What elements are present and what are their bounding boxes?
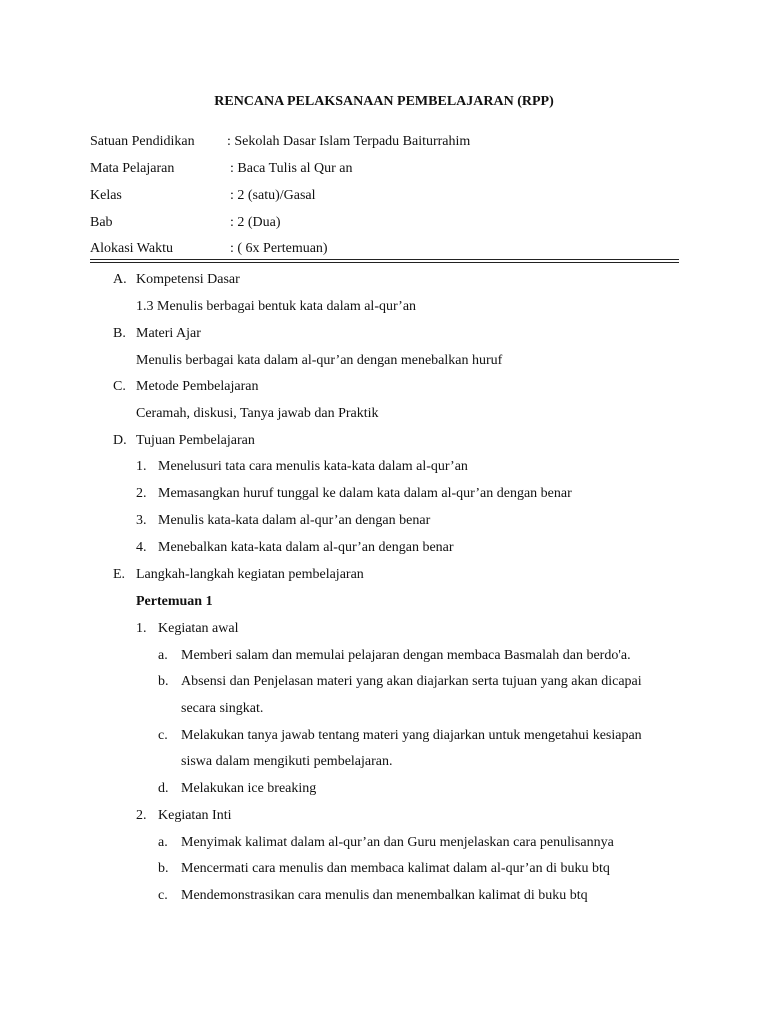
field-label: Alokasi Waktu	[90, 241, 173, 256]
list-letter: a.	[158, 648, 168, 663]
divider-line	[90, 259, 679, 260]
section-heading: Materi Ajar	[136, 326, 201, 341]
list-letter: b.	[158, 674, 169, 689]
list-number: 3.	[136, 513, 147, 528]
field-value: : 2 (satu)/Gasal	[230, 188, 316, 203]
list-item: Melakukan tanya jawab tentang materi yang diajarkan untuk mengetahui kesiapan	[181, 728, 642, 743]
section-marker: B.	[113, 326, 126, 341]
section-content: Ceramah, diskusi, Tanya jawab dan Praktik	[136, 406, 379, 421]
section-heading: Langkah-langkah kegiatan pembelajaran	[136, 567, 364, 582]
list-number: 1.	[136, 459, 147, 474]
list-item: Menelusuri tata cara menulis kata-kata dalam al-qur’an	[158, 459, 468, 474]
list-letter: d.	[158, 781, 169, 796]
section-heading: Tujuan Pembelajaran	[136, 433, 255, 448]
list-letter: c.	[158, 888, 168, 903]
section-marker: C.	[113, 379, 126, 394]
list-number: 1.	[136, 621, 147, 636]
list-item: Mencermati cara menulis dan membaca kalimat dalam al-qur’an di buku btq	[181, 861, 610, 876]
list-item: Mendemonstrasikan cara menulis dan menembalkan kalimat di buku btq	[181, 888, 588, 903]
section-marker: D.	[113, 433, 127, 448]
divider-line	[90, 262, 679, 263]
list-letter: a.	[158, 835, 168, 850]
section-marker: E.	[113, 567, 126, 582]
field-value: : ( 6x Pertemuan)	[230, 241, 328, 256]
page-title: RENCANA PELAKSANAAN PEMBELAJARAN (RPP)	[214, 94, 554, 109]
field-label: Kelas	[90, 188, 122, 203]
list-item: Melakukan ice breaking	[181, 781, 317, 796]
meeting-heading: Pertemuan 1	[136, 594, 213, 609]
field-label: Satuan Pendidikan	[90, 134, 195, 149]
section-heading: Metode Pembelajaran	[136, 379, 259, 394]
list-letter: b.	[158, 861, 169, 876]
list-item: Absensi dan Penjelasan materi yang akan diajarkan serta tujuan yang akan dicapai	[181, 674, 642, 689]
field-label: Mata Pelajaran	[90, 161, 175, 176]
list-item-continuation: siswa dalam mengikuti pembelajaran.	[181, 754, 393, 769]
step-title: Kegiatan awal	[158, 621, 239, 636]
field-value: : Sekolah Dasar Islam Terpadu Baiturrahim	[227, 134, 471, 149]
field-label: Bab	[90, 215, 113, 230]
field-value: : 2 (Dua)	[230, 215, 281, 230]
list-number: 4.	[136, 540, 147, 555]
list-item: Menyimak kalimat dalam al-qur’an dan Guru menjelaskan cara penulisannya	[181, 835, 614, 850]
section-content: Menulis berbagai kata dalam al-qur’an dengan menebalkan huruf	[136, 353, 503, 368]
list-number: 2.	[136, 486, 147, 501]
list-item: Menulis kata-kata dalam al-qur’an dengan benar	[158, 513, 431, 528]
list-item: Memberi salam dan memulai pelajaran dengan membaca Basmalah dan berdo'a.	[181, 648, 631, 663]
list-item: Memasangkan huruf tunggal ke dalam kata dalam al-qur’an dengan benar	[158, 486, 572, 501]
section-marker: A.	[113, 272, 127, 287]
step-title: Kegiatan Inti	[158, 808, 232, 823]
field-value: : Baca Tulis al Qur an	[230, 161, 353, 176]
list-letter: c.	[158, 728, 168, 743]
section-content: 1.3 Menulis berbagai bentuk kata dalam al-qur’an	[136, 299, 417, 314]
section-heading: Kompetensi Dasar	[136, 272, 240, 287]
list-number: 2.	[136, 808, 147, 823]
list-item-continuation: secara singkat.	[181, 701, 264, 716]
list-item: Menebalkan kata-kata dalam al-qur’an dengan benar	[158, 540, 454, 555]
